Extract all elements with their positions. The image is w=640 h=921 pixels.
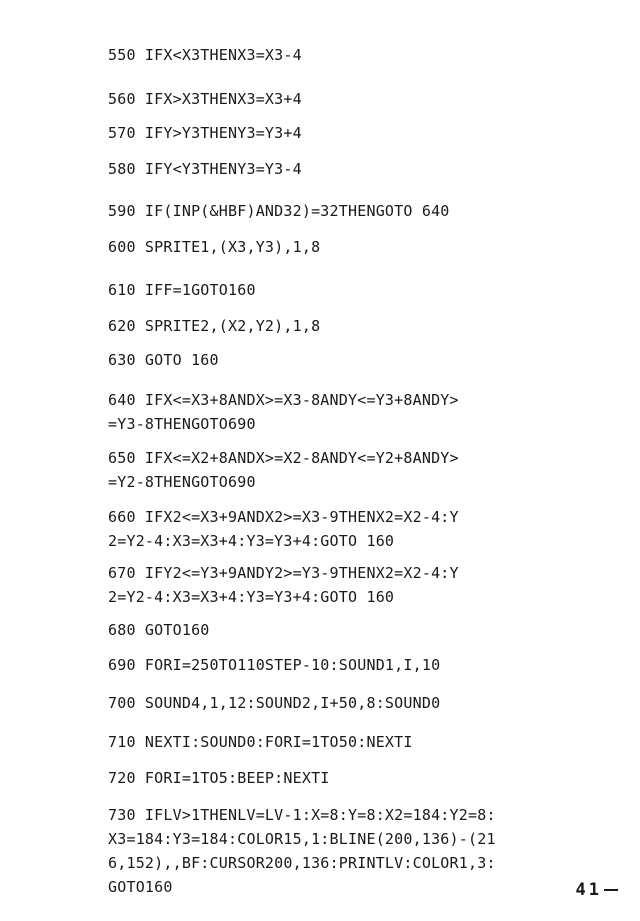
code-line-620: 620 SPRITE2,(X2,Y2),1,8: [108, 317, 321, 335]
code-line-600: 600 SPRITE1,(X3,Y3),1,8: [108, 238, 321, 256]
code-line-580: 580 IFY<Y3THENY3=Y3-4: [108, 160, 302, 178]
code-line-570: 570 IFY>Y3THENY3=Y3+4: [108, 124, 302, 142]
code-line-720: 720 FORI=1TO5:BEEP:NEXTI: [108, 769, 330, 787]
code-line-730: 730 IFLV>1THENLV=LV-1:X=8:Y=8:X2=184:Y2=8: X3=184:Y3=184:COLOR15,1:BLINE(200,136)-(21 6,152),,BF:CURSOR200,136:PRINTLV:COLOR1,3: GOTO160: [108, 806, 496, 896]
code-line-670: 670 IFY2<=Y3+9ANDY2>=Y3-9THENX2=X2-4:Y 2=Y2-4:X3=X3+4:Y3=Y3+4:GOTO 160: [108, 564, 459, 606]
code-line-690: 690 FORI=250TO110STEP-10:SOUND1,I,10: [108, 656, 441, 674]
code-line-640: 640 IFX<=X3+8ANDX>=X3-8ANDY<=Y3+8ANDY> =Y3-8THENGOTO690: [108, 391, 459, 433]
code-line-680: 680 GOTO160: [108, 621, 210, 639]
code-line-660: 660 IFX2<=X3+9ANDX2>=X3-9THENX2=X2-4:Y 2=Y2-4:X3=X3+4:Y3=Y3+4:GOTO 160: [108, 508, 459, 550]
code-line-630: 630 GOTO 160: [108, 351, 219, 369]
code-line-650: 650 IFX<=X2+8ANDX>=X2-8ANDY<=Y2+8ANDY> =Y2-8THENGOTO690: [108, 449, 459, 491]
code-line-710: 710 NEXTI:SOUND0:FORI=1TO50:NEXTI: [108, 733, 413, 751]
code-line-700: 700 SOUND4,1,12:SOUND2,I+50,8:SOUND0: [108, 694, 441, 712]
page-number: 41: [576, 880, 618, 900]
code-line-550: 550 IFX<X3THENX3=X3-4: [108, 46, 302, 64]
code-line-610: 610 IFF=1GOTO160: [108, 281, 256, 299]
code-line-560: 560 IFX>X3THENX3=X3+4: [108, 90, 302, 108]
code-line-590: 590 IF(INP(&HBF)AND32)=32THENGOTO 640: [108, 202, 450, 220]
